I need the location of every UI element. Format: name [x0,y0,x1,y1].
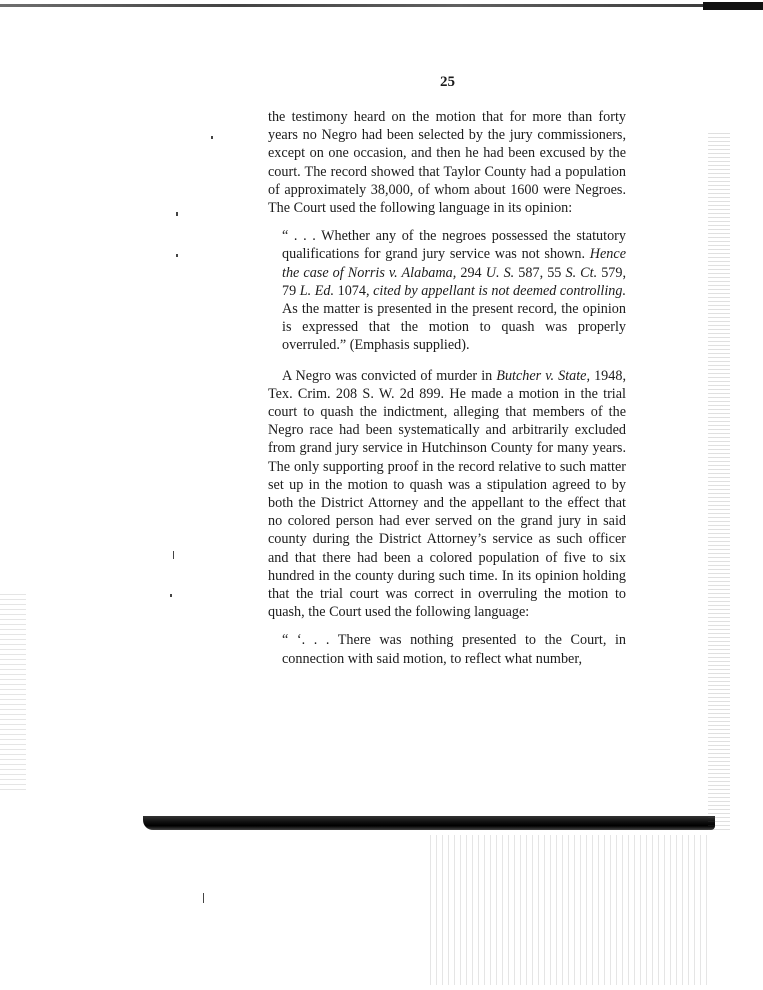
paragraph-butcher: A Negro was convicted of murder in Butcher v. State, 1948, Tex. Crim. 208 S. W. 2d 899. He made a motion in the trial court to quash the indictment, alleging that members of the Negro race had been systematically and arbitrarily excluded from grand jury service in Hutchinson County for many years. The only supporting proof in the record relative to such matter set up in the motion to quash was a stipulation agreed to by both the District Attorney and the appellant to the effect that no colored person had ever served on the grand jury in said county during the District Attorney’s service as such officer and that there had been a colored population of five to six hundred in the county during such time. In its opinion holding that the trial court was correct in overruling the motion to quash, the Court used the following language: [268,367,626,621]
body-text [268,108,626,668]
scan-speck [203,893,204,903]
scan-top-corner [703,2,763,10]
scan-speck [176,254,178,257]
block-quote-1: “ . . . Whether any of the negroes possessed the statutory qualifications for grand jury service was not shown. Hence the case of Norris v. Alabama, 294 U. S. 587, 55 S. Ct. 579, 79 L. Ed. 1074, cited by appellant is not deemed controlling. As the matter is presented in the present record, the opinion is expressed that the motion to quash was properly overruled.” (Emphasis supplied). [282,228,627,354]
page-bottom-shadow [143,816,715,830]
scan-speck [211,136,213,139]
block-quote-2: “ ‘. . . There was nothing presented to the Court, in connection with said motion, to reflect what number, [282,632,626,667]
scan-speck [170,594,172,597]
scan-noise-left [0,590,26,790]
scan-noise-bottom [430,835,710,985]
scan-speck [173,551,174,559]
binding-gutter-right [708,130,730,830]
scan-speck [176,212,178,216]
paragraph-continuation: the testimony heard on the motion that for more than forty years no Negro had been selected by the jury commissioners, except on one occasion, and then he had been excused by the court. The record showed that Taylor County had a population of approximately 38,000, of whom about 1600 were Negroes. The Court used the following language in its opinion: [268,109,626,217]
page-number: 25 [440,74,455,90]
scan-top-edge [0,4,763,7]
